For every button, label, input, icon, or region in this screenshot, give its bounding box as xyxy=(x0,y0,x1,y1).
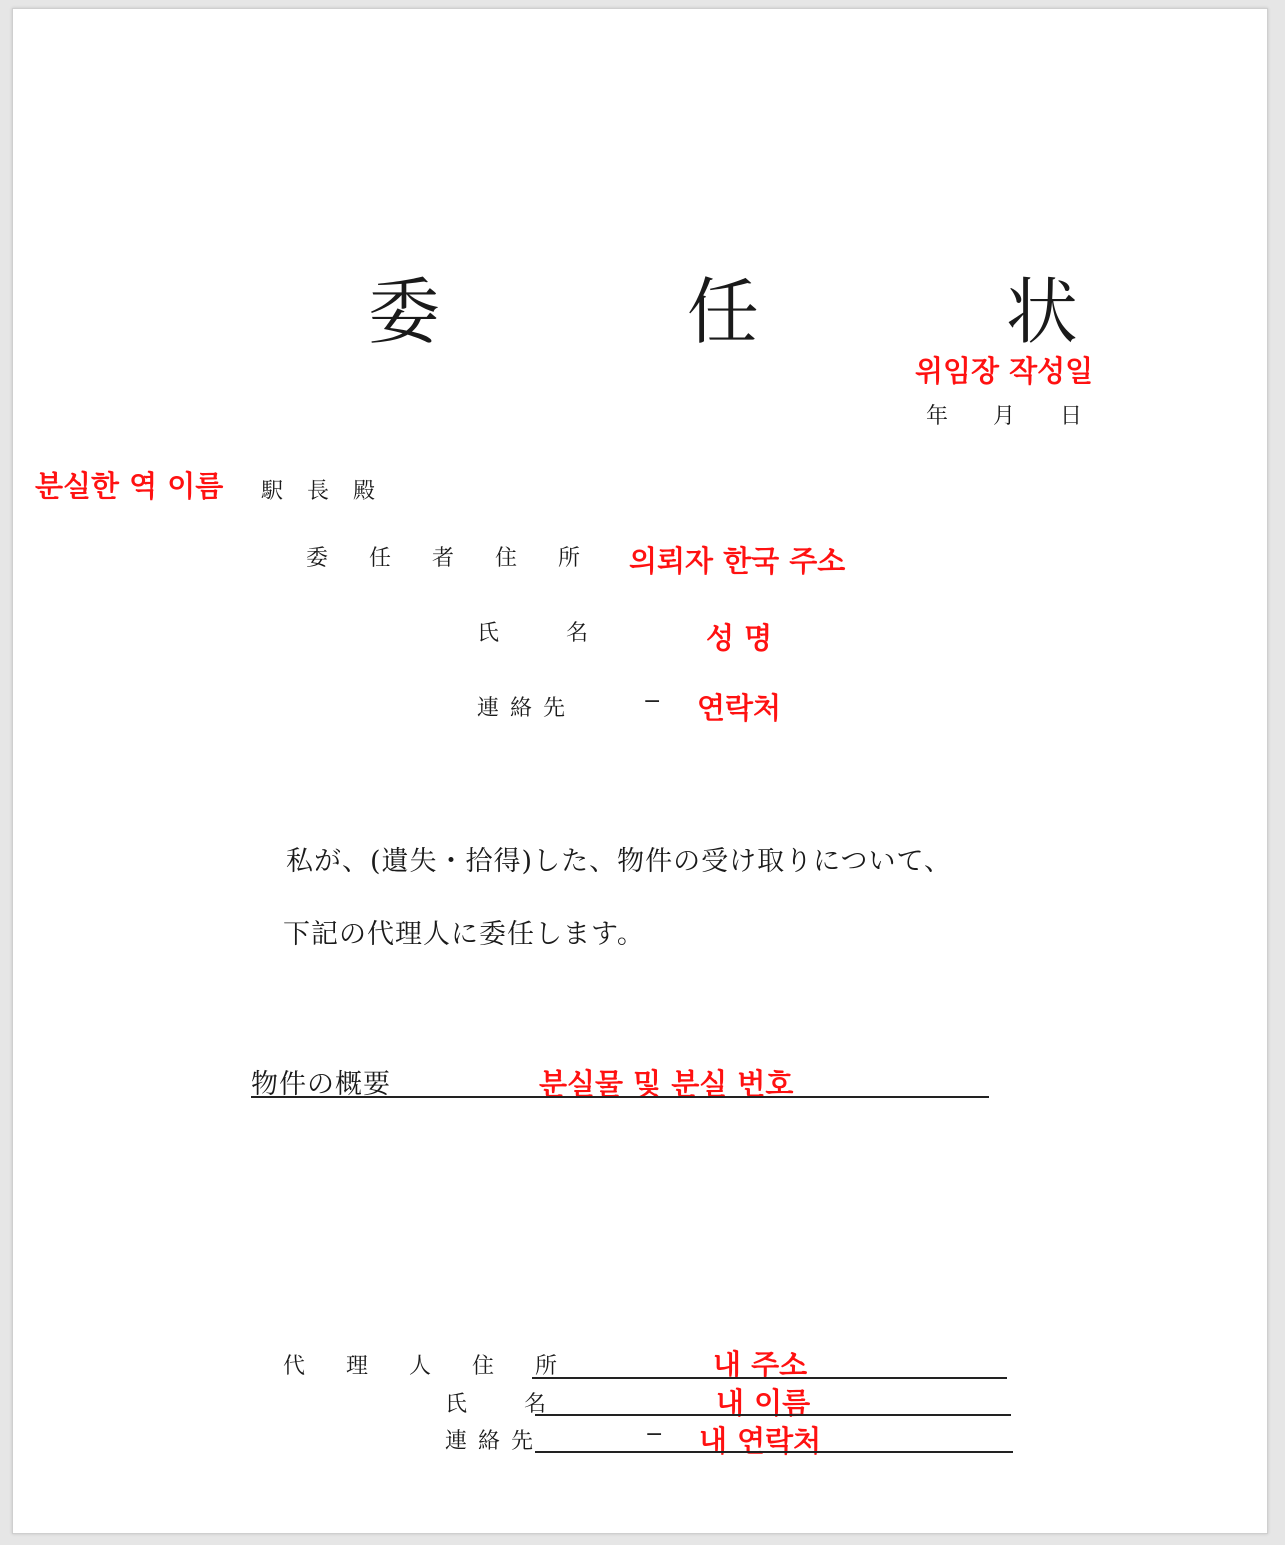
principal-contact-label: 連 絡 先 xyxy=(477,696,565,721)
agent-name-underline xyxy=(535,1414,1011,1416)
annotation-principal-address: 의뢰자 한국 주소 xyxy=(629,544,846,578)
agent-contact-dash: − xyxy=(645,1422,664,1447)
statement-line-2: 下記の代理人に委任します。 xyxy=(283,919,645,950)
agent-name-label: 氏 名 xyxy=(445,1392,546,1417)
principal-name-label: 氏 名 xyxy=(477,621,588,646)
annotation-principal-contact: 연락처 xyxy=(697,691,782,725)
agent-contact-underline xyxy=(535,1451,1013,1453)
principal-contact-dash: − xyxy=(643,689,662,714)
agent-address-label: 代 理 人 住 所 xyxy=(283,1354,557,1379)
annotation-date-written: 위임장 작성일 xyxy=(915,354,1094,388)
item-summary-label: 物件の概要 xyxy=(251,1069,391,1100)
agent-contact-label: 連 絡 先 xyxy=(445,1429,533,1454)
annotation-principal-name: 성 명 xyxy=(706,621,773,655)
date-fields: 年 月 日 xyxy=(926,404,1084,429)
annotation-station-name: 분실한 역 이름 xyxy=(35,469,224,503)
annotation-my-name: 내 이름 xyxy=(716,1386,811,1420)
annotation-item-and-number: 분실물 및 분실 번호 xyxy=(539,1067,794,1101)
annotation-my-address: 내 주소 xyxy=(713,1348,808,1382)
statement-line-1: 私が、(遺失・拾得)した、物件の受け取りについて、 xyxy=(286,846,952,877)
annotation-my-contact: 내 연락처 xyxy=(699,1424,822,1458)
principal-address-label: 委 任 者 住 所 xyxy=(306,546,580,571)
document-page xyxy=(12,8,1268,1534)
station-addressee: 駅長殿 xyxy=(261,479,400,504)
item-summary-underline xyxy=(251,1096,989,1098)
document-title: 委 任 状 xyxy=(368,270,1190,354)
agent-address-underline xyxy=(532,1377,1007,1379)
